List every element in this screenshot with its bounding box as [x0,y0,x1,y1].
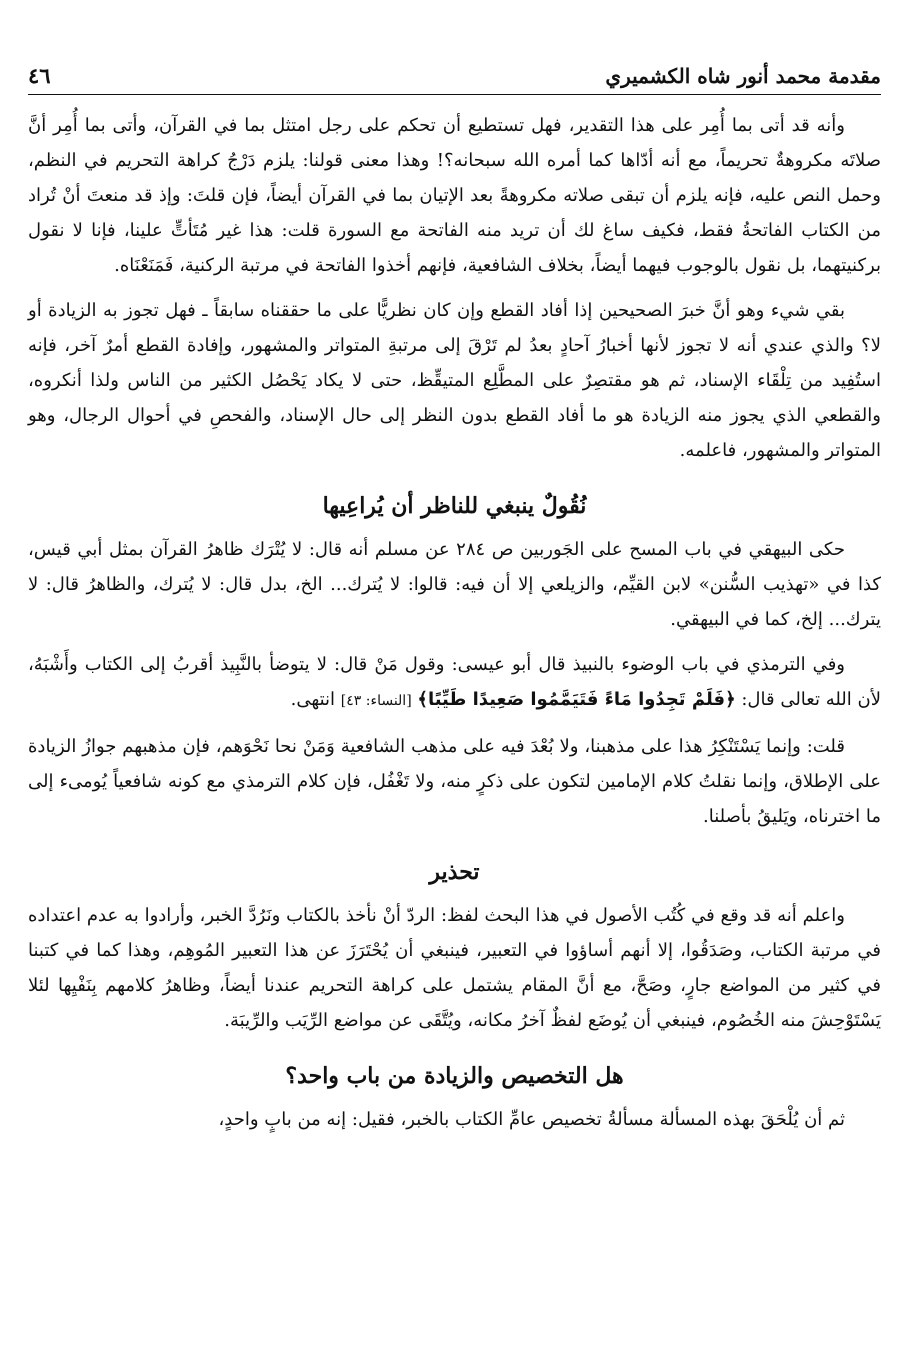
section-heading-quotations: نُقُولٌ ينبغي للناظر أن يُراعِيها [322,493,587,519]
paragraph-4-end: انتهى. [290,689,336,710]
running-title: مقدمة محمد أنور شاه الكشميري [605,64,881,88]
paragraph-3: حكى البيهقي في باب المسح على الجَوربين ص ٢٨٤ عن مسلم أنه قال: لا يُتْرَك ظاهرُ القرآن بمثل أبي قيس، كذا في «تهذيب السُّنن» لابن القيِّم، والزيلعي إلا أن فيه: قالوا: لا يُترك... الخ، بدل قال: لا يُترك، والظاهرُ قال: لا يترك... إلخ، كما في البيهقي. [28,539,881,630]
page-header [28,50,881,95]
paragraph-4-text: وفي الترمذي في باب الوضوء بالنبيذ قال أبو عيسى: وقول مَنْ قال: لا يتوضأ بالنَّبِيذ أقربُ إلى الكتاب وأَشْبَهُ، لأن الله تعالى قال: [28,654,881,710]
paragraph-7: ثم أن يُلْحَقَ بهذه المسألة مسألةُ تخصيص عامِّ الكتاب بالخبر، فقيل: إنه من بابٍ واحدٍ، [218,1109,845,1130]
section-heading-warning: تحذير [429,859,480,885]
quran-verse: ﴿فَلَمْ تَجِدُوا مَاءً فَتَيَمَّمُوا صَعِيدًا طَيِّبًا﴾ [417,689,736,710]
paragraph-4 [28,647,881,719]
paragraph-5: قلت: وإنما يَسْتَنْكِرُ هذا على مذهبنا، ولا بُعْدَ فيه على مذهب الشافعية وَمَنْ نحا نَحْوَهم، فإن مذهبهم جوازُ الزيادة على الإطلاق، وإنما نقلتُ كلام الإمامين لتكون على ذكرٍ منه، ولا تَغْفُل، فإن كلام الترمذي مع كونه شافعياً يُومىء إلى ما اخترناه، ويَليقُ بأصلنا. [28,736,881,827]
paragraph-2: بقي شيء وهو أنَّ خبرَ الصحيحين إذا أفاد القطع وإن كان نظريًّا على ما حققناه سابقاً ـ فهل تجوز به الزيادة أو لا؟ والذي عندي أنه لا تجوز لأنها أخبارُ آحادٍ بعدُ لم تَرْقَ إلى مرتبةِ المتواتر والمشهور، وإفادة القطع أمرٌ آخر، فإنه استُفِيد من تِلْقَاء الإسناد، ثم هو مقتصِرٌ على المطَّلِع المتيقِّظ، حتى لا يكاد يَحْصُل الكثير من الناس ولذا أنكروه، والقطعي الذي يجوز منه الزيادة هو ما أفاد القطع بدون النظر إلى حال الإسناد، والفحصِ في أحوال الرجال، وهو المتواتر والمشهور، فاعلمه. [28,300,881,461]
paragraph-6: واعلم أنه قد وقع في كُتُب الأصول في هذا البحث لفظ: الردّ أنْ نأخذ بالكتاب ونَرُدَّ الخبر، وأرادوا به عدم اعتداده في مرتبة الكتاب، وصَدَقُوا، إلا أنهم أساؤوا في التعبير، فينبغي أن يُحْتَرَزَ عن هذا التعبير المُوهِم، وهذا كما في كتبنا في كثير من المواضع جارٍ، وصَحَّ، مع أنَّ المقام يشتمل على كراهة التحريم عندنا أيضاً، وظاهرُ كلامهم بِنَفْيِها لئلا يَسْتَوْحِشَ منه الخُصُوم، فينبغي أن يُوضَع لفظٌ آخرُ مكانه، ويُتَّقَى عن مواضع الرِّيَب والرِّيبَة. [28,905,881,1031]
page-body [28,108,881,1311]
paragraph-1: وأنه قد أتى بما أُمِر على هذا التقدير، فهل تستطيع أن تحكم على رجل امتثل بما في القرآن، وأتى بما أُمِر أنَّ صلاتَه مكروهةٌ تحريماً، مع أنه أدّاها كما أمره الله سبحانه؟! وهذا معنى قولنا: يلزم دَرْجُ كراهة التحريم في النظم، وحمل النص عليه، فإنه يلزم أن تبقى صلاته مكروهةً بعد الإتيان بما في القرآن أيضاً، فإن قلتَ: وإذ قد منعتَ أنْ تُراد من الكتاب الفاتحةُ فقط، فكيف ساغ لك أن تريد منه الفاتحة مع السورة قلت: هذا غير مُتَأتٍّ علينا، فإنا لا نقول بركنيتهما، بل نقول بالوجوب فيهما أيضاً، بخلاف الشافعية، فإنهم أخذوا الفاتحة في مرتبة الركنية، فَمَنَعْنَاه. [28,115,882,276]
quran-reference: [النساء: ٤٣] [340,693,412,709]
page-number: ٤٦ [28,63,51,88]
section-heading-question: هل التخصيص والزيادة من باب واحد؟ [285,1063,624,1089]
